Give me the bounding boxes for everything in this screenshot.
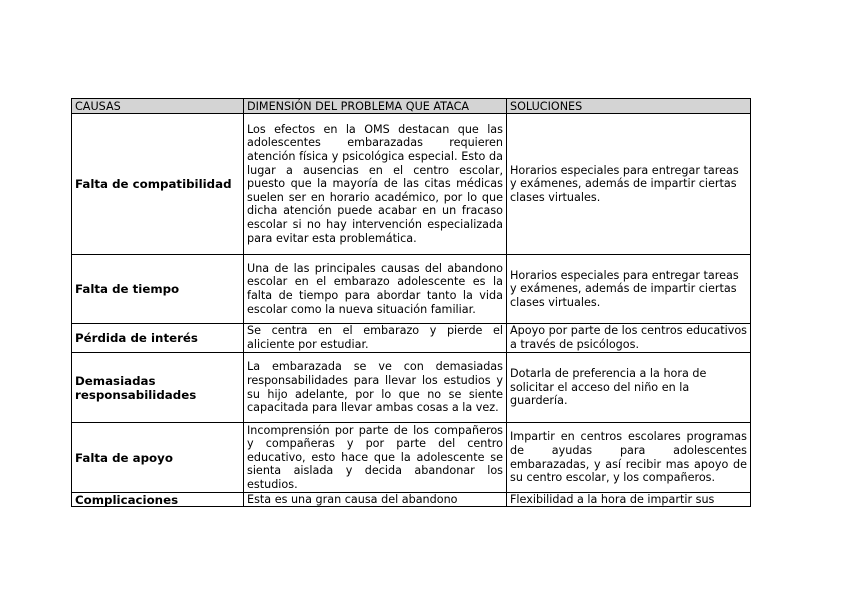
cause-text: Complicaciones <box>75 493 179 506</box>
table-row <box>72 255 751 324</box>
cause-cell: Pérdida de interés <box>72 324 244 353</box>
dimension-cell <box>244 493 507 507</box>
solution-cell: Impartir en centros escolares programas de ayudas para adolescentes embarazadas, y así recibir mas apoyo de su centro escolar, y los compañeros. <box>507 423 751 493</box>
table-header-row <box>72 99 751 114</box>
solution-cell: Horarios especiales para entregar tareas y exámenes, además de impartir ciertas clases virtuales. <box>507 255 751 324</box>
solution-cell: Horarios especiales para entregar tareas y exámenes, además de impartir ciertas clases virtuales. <box>507 114 751 255</box>
dimension-cell: Los efectos en la OMS destacan que las adolescentes embarazadas requieren atención física y psicológica especial. Esto da lugar a ausencias en el centro escolar, puesto que la mayoría de las citas médicas suelen ser en horario académico, por lo que dicha atención puede acabar en un fracaso escolar si no hay intervención especializada para evitar esta problemática. <box>244 114 507 255</box>
dimension-cell: Se centra en el embarazo y pierde el aliciente por estudiar. <box>244 324 507 353</box>
header-soluciones: SOLUCIONES <box>507 99 751 114</box>
cause-cell: Falta de compatibilidad <box>72 114 244 255</box>
table-row <box>72 493 751 507</box>
table-row <box>72 324 751 353</box>
solution-cell: Dotarla de preferencia a la hora de solicitar el acceso del niño en la guardería. <box>507 353 751 423</box>
dimension-cell: Incomprensión por parte de los compañeros y compañeras y por parte del centro educativo, esto hace que la adolescente se sienta aislada y decida abandonar los estudios. <box>244 423 507 493</box>
table-row <box>72 353 751 423</box>
table-row <box>72 114 751 255</box>
cause-cell: Falta de apoyo <box>72 423 244 493</box>
header-causas: CAUSAS <box>72 99 244 114</box>
dimension-cell: Una de las principales causas del abandono escolar en el embarazo adolescente es la falta de tiempo para abordar tanto la vida escolar como la nueva situación familiar. <box>244 255 507 324</box>
dimension-cell: La embarazada se ve con demasiadas responsabilidades para llevar los estudios y su hijo adelante, por lo que no se siente capacitada para llevar ambas cosas a la vez. <box>244 353 507 423</box>
cause-cell: Falta de tiempo <box>72 255 244 324</box>
solution-cell <box>507 493 751 507</box>
header-dimension: DIMENSIÓN DEL PROBLEMA QUE ATACA <box>244 99 507 114</box>
solution-cell: Apoyo por parte de los centros educativos a través de psicólogos. <box>507 324 751 353</box>
causes-table <box>71 98 751 507</box>
solution-text: Flexibilidad a la hora de impartir sus <box>510 493 715 506</box>
dimension-text: Esta es una gran causa del abandono <box>247 493 458 506</box>
table-row <box>72 423 751 493</box>
cause-cell <box>72 493 244 507</box>
cause-cell: Demasiadas responsabilidades <box>72 353 244 423</box>
